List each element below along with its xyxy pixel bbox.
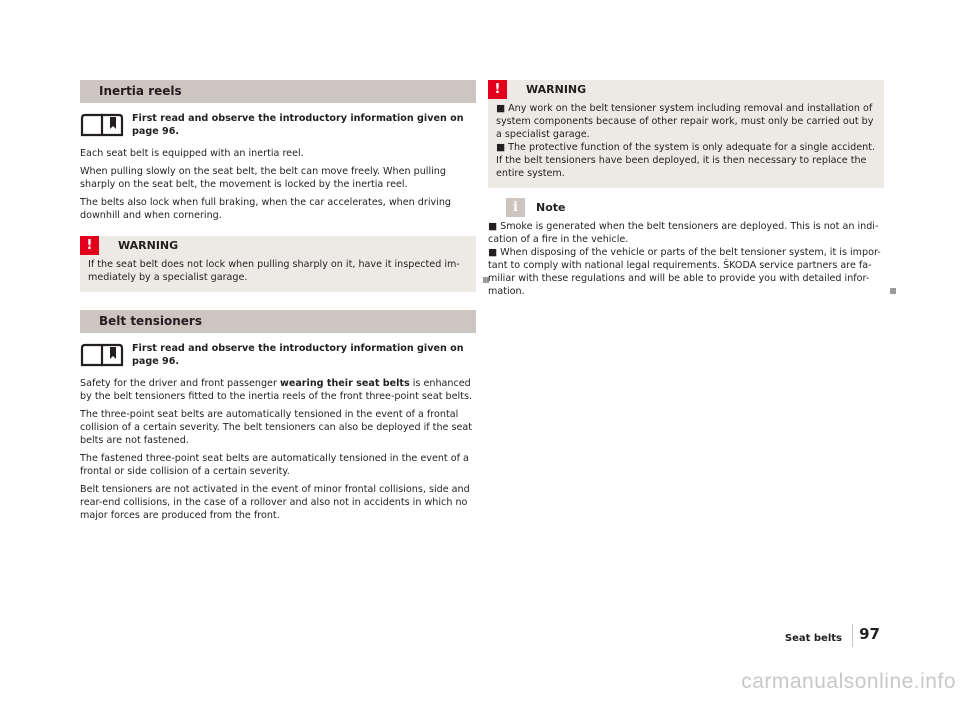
footer-section-title: Seat belts [784, 633, 842, 644]
paragraph: The belts also lock when full braking, when the car accelerates, when driving downhill and when cornering. [80, 197, 451, 221]
note-bullet: ■ When disposing of the vehicle or parts of the belt tensioner system, it is impor-tant to comply with national legal requirements. ŠKODA service partners are fa-miliar with these regulations and will be able to provide you with detailed infor-mation. [488, 247, 881, 297]
intro-reference [80, 111, 476, 139]
warning-bullet: ■ Any work on the belt tensioner system including removal and installation of system components because of other repair work, must only be carried out by a specialist garage. [496, 103, 874, 140]
warning-title: WARNING [118, 239, 179, 252]
warning-icon: ! [80, 236, 99, 255]
intro-text: First read and observe the introductory information given on page 96. [132, 113, 464, 137]
intro-reference [80, 341, 476, 369]
section-heading-inertia-reels: Inertia reels [80, 80, 476, 103]
footer-divider [852, 624, 853, 647]
tensioners-body [80, 377, 476, 522]
page-footer [760, 624, 880, 654]
warning-box-inertia [80, 236, 476, 292]
emphasis-text: wearing their seat belts [279, 378, 410, 389]
book-icon [80, 343, 124, 367]
book-icon [80, 113, 124, 137]
note-header [488, 198, 884, 220]
paragraph: When pulling slowly on the seat belt, the belt can move freely. When pulling sharply on the seat belt, the movement is locked by the inertia reel. [80, 166, 446, 190]
watermark: carmanualsonline.info [741, 670, 956, 693]
paragraph: Each seat belt is equipped with an inertia reel. [80, 148, 304, 159]
end-of-section-marker [890, 288, 896, 294]
warning-header [80, 236, 476, 255]
warning-header [488, 80, 884, 99]
warning-bullet: ■ The protective function of the system is only adequate for a single accident. If the belt tensioners have been deployed, it is then necessary to replace the entire system. [496, 142, 876, 179]
text-run: Safety for the driver and front passenger [80, 378, 280, 389]
info-icon: i [506, 198, 525, 217]
paragraph [80, 377, 476, 403]
section-heading-belt-tensioners: Belt tensioners [80, 310, 476, 333]
warning-box-tensioners [488, 80, 884, 188]
right-column [488, 80, 884, 298]
warning-icon: ! [488, 80, 507, 99]
note-title: Note [536, 201, 566, 214]
paragraph: The three-point seat belts are automatically tensioned in the event of a frontal collision of a certain severity. The belt tensioners can also be deployed if the seat belts are not fastened. [80, 409, 473, 446]
warning-text [488, 99, 884, 180]
paragraph: Belt tensioners are not activated in the event of minor frontal collisions, side and rear-end collisions, in the case of a rollover and also not in accidents in which no major forces are produced from the front. [80, 484, 470, 521]
note-bullet: ■ Smoke is generated when the belt tensioners are deployed. This is not an indi-cation of a fire in the vehicle. [488, 221, 879, 245]
paragraph: The fastened three-point seat belts are automatically tensioned in the event of a frontal or side collision of a certain severity. [80, 453, 469, 477]
warning-text: If the seat belt does not lock when pulling sharply on it, have it inspected im-mediately by a specialist garage. [88, 259, 460, 283]
text-run: is enhanced by the belt tensioners fitted to the inertia reels of the front three-point seat belts. [80, 378, 472, 402]
left-column [80, 80, 476, 527]
note-body [488, 220, 884, 298]
page-number: 97 [859, 625, 880, 643]
inertia-body [80, 147, 476, 222]
intro-text: First read and observe the introductory information given on page 96. [132, 343, 464, 367]
warning-title: WARNING [526, 83, 587, 96]
